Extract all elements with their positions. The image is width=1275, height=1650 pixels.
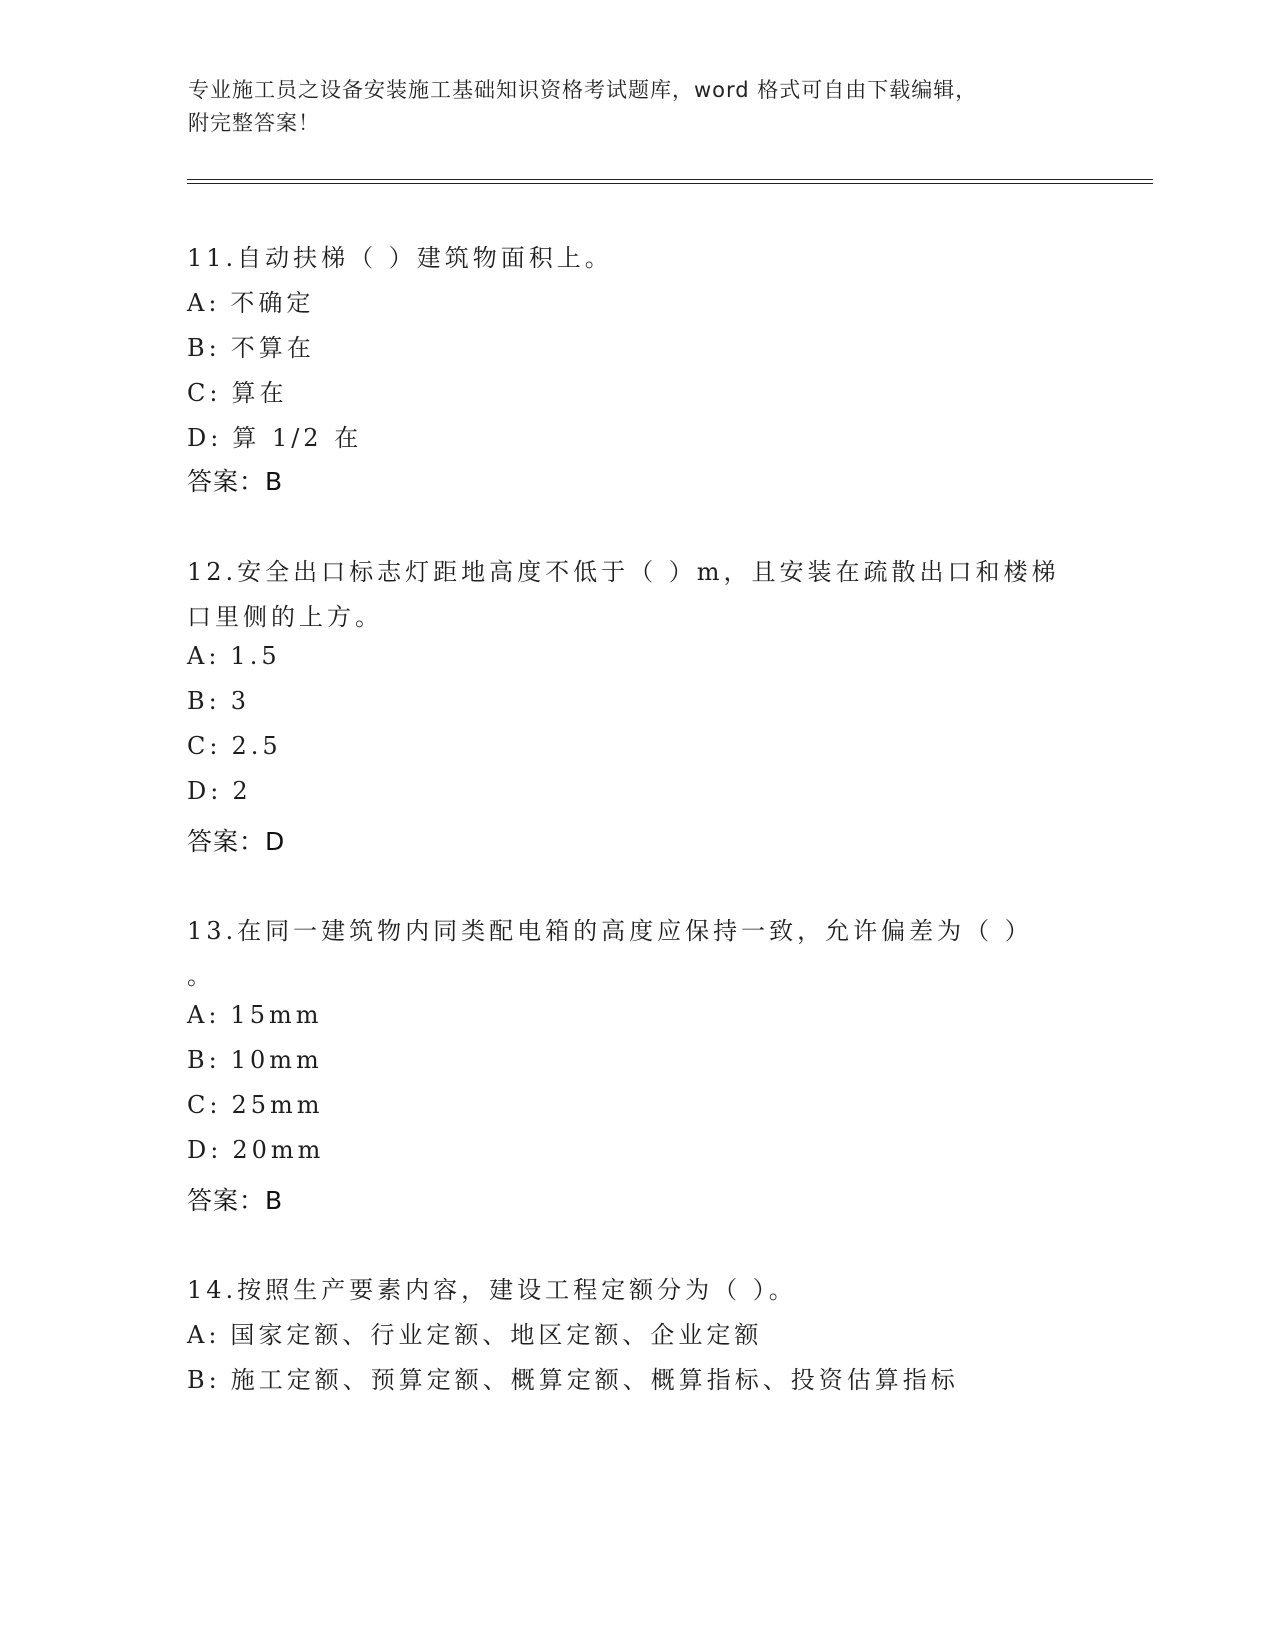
option-text: 算在 [231,379,288,407]
question-12-option-a [187,642,281,670]
header-divider-top [187,179,1153,180]
question-12-answer: 答案：D [187,827,286,856]
option-label: A: [187,289,221,317]
header-line-1: 专业施工员之设备安装施工基础知识资格考试题库，word 格式可自由下载编辑， [188,78,978,102]
option-text: 2.5 [231,732,282,760]
option-label: C: [187,1091,222,1119]
option-text: 不算在 [230,334,315,362]
question-12-option-b [187,687,250,715]
question-11-answer: 答案：B [187,467,284,496]
question-11-option-c [187,373,287,408]
option-text: 3 [230,687,251,715]
option-text: 算 1/2 在 [232,424,363,452]
option-text: 25mm [231,1091,324,1119]
question-14-option-a [187,1315,762,1350]
option-label: D: [187,777,223,805]
option-label: A: [187,642,221,670]
option-label: B: [187,1046,221,1074]
option-label: B: [187,1366,221,1394]
question-11-stem: 11.自动扶梯（ ）建筑物面积上。 [187,244,613,272]
question-13-option-b [187,1046,323,1074]
option-text: 20mm [232,1136,325,1164]
option-text: 施工定额、预算定额、概算定额、概算指标、投资估算指标 [230,1366,959,1394]
option-label: B: [187,687,221,715]
option-label: B: [187,334,221,362]
option-label: A: [187,1001,221,1029]
option-label: C: [187,732,222,760]
question-13-option-d [187,1136,324,1164]
question-13-stem-line-2: 。 [187,962,215,990]
question-13-answer: 答案：B [187,1186,284,1215]
option-text: 15mm [230,1001,323,1029]
question-13-option-a [187,1001,322,1029]
question-12-stem-line-2: 口里侧的上方。 [187,603,383,631]
question-11-option-a [187,283,314,318]
question-13-stem-line-1: 13.在同一建筑物内同类配电箱的高度应保持一致，允许偏差为（ ） [187,917,1033,945]
option-text: 10mm [230,1046,323,1074]
option-text: 2 [232,777,252,805]
question-12-stem-line-1: 12.安全出口标志灯距地高度不低于（ ）m，且安装在疏散出口和楼梯 [187,558,1060,586]
option-label: D: [187,424,223,452]
header-line-2: 附完整答案！ [188,111,320,135]
question-14-stem: 14.按照生产要素内容，建设工程定额分为（ ）。 [187,1276,797,1304]
header-divider-bottom [187,183,1153,184]
option-text: 1.5 [230,642,281,670]
question-11-option-b [187,328,315,363]
question-12-option-d [187,777,252,805]
question-12-option-c [187,732,282,760]
option-label: D: [187,1136,223,1164]
document-header [188,74,1068,140]
option-text: 国家定额、行业定额、地区定额、企业定额 [230,1321,763,1349]
option-label: C: [187,379,222,407]
question-14-option-b [187,1360,959,1395]
question-13-option-c [187,1091,324,1119]
option-label: A: [187,1321,221,1349]
option-text: 不确定 [230,289,315,317]
question-11-option-d [187,418,362,453]
